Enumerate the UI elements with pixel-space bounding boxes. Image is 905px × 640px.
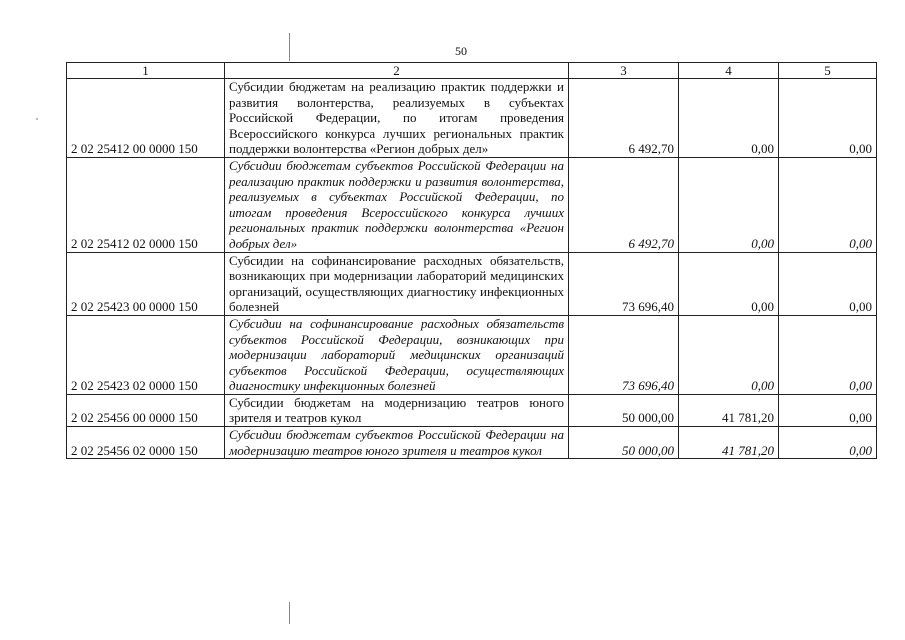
classification-code: 2 02 25412 00 0000 150	[67, 79, 225, 158]
classification-code: 2 02 25423 02 0000 150	[67, 315, 225, 394]
amount-col5: 0,00	[779, 427, 877, 459]
amount-col4: 0,00	[679, 79, 779, 158]
amount-col4: 0,00	[679, 315, 779, 394]
classification-code: 2 02 25423 00 0000 150	[67, 252, 225, 315]
table-row	[67, 427, 877, 459]
row-description: Субсидии бюджетам на модернизацию театров юного зрителя и театров кукол	[225, 394, 569, 426]
table-row	[67, 252, 877, 315]
table-header-row	[67, 63, 877, 79]
amount-col3: 73 696,40	[569, 252, 679, 315]
classification-code: 2 02 25412 02 0000 150	[67, 157, 225, 252]
amount-col4: 41 781,20	[679, 394, 779, 426]
amount-col5: 0,00	[779, 315, 877, 394]
amount-col4: 41 781,20	[679, 427, 779, 459]
scan-speck	[36, 118, 38, 120]
amount-col3: 50 000,00	[569, 427, 679, 459]
row-description: Субсидии бюджетам на реализацию практик поддержки и развития волонтерства, реализуемых в субъектах Российской Федерации, по итогам проведения Всероссийского конкурса лучших региональных практик поддержки волонтерства «Регион добрых дел»	[225, 79, 569, 158]
row-description: Субсидии на софинансирование расходных обязательств, возникающих при модернизации лабораторий медицинских организаций, осуществляющих диагностику инфекционных болезней	[225, 252, 569, 315]
column-header: 3	[569, 63, 679, 79]
scan-mark-top	[289, 33, 290, 61]
classification-code: 2 02 25456 00 0000 150	[67, 394, 225, 426]
table-row	[67, 315, 877, 394]
amount-col5: 0,00	[779, 394, 877, 426]
row-description: Субсидии бюджетам субъектов Российской Федерации на модернизацию театров юного зрителя и театров кукол	[225, 427, 569, 459]
classification-code: 2 02 25456 02 0000 150	[67, 427, 225, 459]
amount-col5: 0,00	[779, 79, 877, 158]
amount-col5: 0,00	[779, 252, 877, 315]
scan-mark-bottom	[289, 602, 290, 624]
table-row	[67, 79, 877, 158]
page-number: 50	[455, 44, 467, 58]
row-description: Субсидии на софинансирование расходных обязательств субъектов Российской Федерации, возникающих при модернизации лабораторий медицинских организаций субъектов Российской Федерации, осуществляющих диагностику инфекционных болезней	[225, 315, 569, 394]
row-description: Субсидии бюджетам субъектов Российской Федерации на реализацию практик поддержки и развития волонтерства, реализуемых в субъектах Российской Федерации, по итогам проведения Всероссийского конкурса лучших региональных практик поддержки волонтерства «Регион добрых дел»	[225, 157, 569, 252]
table-row	[67, 157, 877, 252]
amount-col3: 50 000,00	[569, 394, 679, 426]
amount-col3: 6 492,70	[569, 79, 679, 158]
column-header: 1	[67, 63, 225, 79]
column-header: 5	[779, 63, 877, 79]
table-row	[67, 394, 877, 426]
budget-table	[66, 62, 877, 459]
amount-col3: 6 492,70	[569, 157, 679, 252]
column-header: 4	[679, 63, 779, 79]
amount-col3: 73 696,40	[569, 315, 679, 394]
column-header: 2	[225, 63, 569, 79]
amount-col4: 0,00	[679, 252, 779, 315]
amount-col5: 0,00	[779, 157, 877, 252]
amount-col4: 0,00	[679, 157, 779, 252]
